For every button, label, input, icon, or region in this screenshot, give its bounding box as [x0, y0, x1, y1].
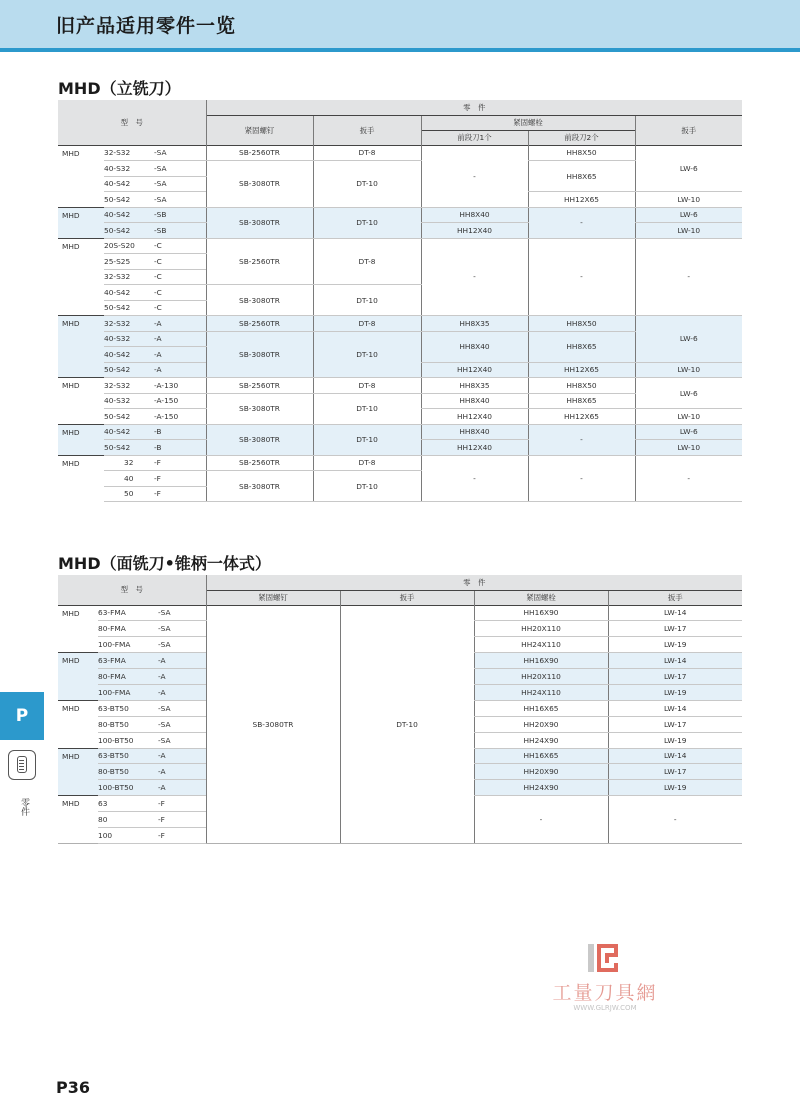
front2-cell: HH12X65 [528, 409, 635, 425]
suffix-cell: -C [154, 269, 206, 285]
screw-cell: SB-3080TR [206, 207, 313, 238]
bolt-icon [8, 750, 36, 780]
wrench2-cell: LW-14 [608, 653, 742, 669]
suffix-cell: -A [158, 684, 206, 700]
type-cell: MHD [58, 455, 104, 502]
model-cell: 40-S42 [104, 347, 154, 363]
front2-cell: HH8X50 [528, 316, 635, 332]
wrench-cell: DT-10 [313, 393, 421, 424]
suffix-cell: -F [158, 827, 206, 843]
wrench2-cell: LW-19 [608, 780, 742, 796]
model-cell: 32-S32 [104, 145, 154, 161]
model-cell: 100-BT50 [98, 780, 158, 796]
suffix-cell: -A [154, 347, 206, 363]
front2-cell: - [528, 207, 635, 238]
type-cell: MHD [58, 653, 98, 701]
screw-cell: SB-3080TR [206, 331, 313, 378]
screw-cell: SB-2560TR [206, 455, 313, 471]
suffix-cell: -SB [154, 223, 206, 239]
front1-cell: HH8X40 [421, 331, 528, 362]
model-cell: 80-BT50 [98, 716, 158, 732]
model-cell: 32 [104, 455, 154, 471]
model-cell: 100-FMA [98, 637, 158, 653]
suffix-cell: -F [158, 812, 206, 828]
screw-cell: SB-2560TR [206, 145, 313, 161]
model-cell: 63-BT50 [98, 748, 158, 764]
suffix-cell: -A [158, 780, 206, 796]
front1-cell: HH12X40 [421, 362, 528, 378]
wrench-cell: DT-8 [313, 145, 421, 161]
model-cell: 20S-S20 [104, 238, 154, 254]
bolt-cell: HH16X65 [474, 748, 608, 764]
wrench2-cell: LW-6 [635, 207, 742, 223]
wrench2-cell: LW-6 [635, 316, 742, 363]
section-title-end-mill: MHD（立铣刀） [58, 79, 181, 98]
model-cell: 80-FMA [98, 621, 158, 637]
model-cell: 40-S42 [104, 207, 154, 223]
header-underline [0, 48, 800, 52]
screw-cell: SB-3080TR [206, 161, 313, 208]
front1-cell: HH8X40 [421, 424, 528, 440]
suffix-cell: -SA [158, 700, 206, 716]
header-wrench: 扳手 [340, 590, 474, 605]
header-screw: 紧固螺钉 [206, 590, 340, 605]
model-cell: 40-S32 [104, 161, 154, 177]
header-wrench: 扳手 [313, 115, 421, 145]
suffix-cell: -SA [158, 637, 206, 653]
suffix-cell: -F [158, 796, 206, 812]
wrench2-cell: LW-19 [608, 684, 742, 700]
model-cell: 80 [98, 812, 158, 828]
front2-cell: - [528, 424, 635, 455]
header-model: 型 号 [58, 575, 206, 605]
model-cell: 40-S42 [104, 176, 154, 192]
model-cell: 50-S42 [104, 362, 154, 378]
front1-cell: HH12X40 [421, 223, 528, 239]
wrench2-cell: LW-10 [635, 362, 742, 378]
model-cell: 40-S32 [104, 393, 154, 409]
header-parts: 零 件 [206, 575, 742, 590]
section-tab-p[interactable]: P [0, 692, 44, 740]
screw-cell: SB-3080TR [206, 605, 340, 843]
type-cell: MHD [58, 605, 98, 653]
bolt-cell: HH24X90 [474, 732, 608, 748]
bolt-cell: HH24X110 [474, 684, 608, 700]
wrench-cell: DT-10 [313, 207, 421, 238]
section-title-face-mill: MHD（面铣刀•锥柄一体式） [58, 554, 271, 573]
type-cell: MHD [58, 796, 98, 844]
front2-cell: HH8X65 [528, 393, 635, 409]
wrench2-cell: LW-10 [635, 192, 742, 208]
model-cell: 50-S42 [104, 192, 154, 208]
wrench2-cell: LW-14 [608, 748, 742, 764]
model-cell: 50-S42 [104, 300, 154, 316]
suffix-cell: -SA [154, 161, 206, 177]
front1-cell: HH8X35 [421, 378, 528, 394]
wrench2-cell: LW-10 [635, 440, 742, 456]
wrench2-cell: LW-6 [635, 378, 742, 409]
wrench2-cell: LW-17 [608, 621, 742, 637]
model-cell: 40-S32 [104, 331, 154, 347]
wrench-cell: DT-8 [313, 316, 421, 332]
suffix-cell: -SA [158, 716, 206, 732]
header-model: 型 号 [58, 100, 206, 145]
front2-cell: HH8X65 [528, 331, 635, 362]
suffix-cell: -SA [154, 176, 206, 192]
front2-cell: HH12X65 [528, 192, 635, 208]
wrench2-cell: - [608, 796, 742, 844]
bolt-cell: - [474, 796, 608, 844]
model-cell: 25-S25 [104, 254, 154, 270]
bolt-cell: HH20X90 [474, 764, 608, 780]
model-cell: 50-S42 [104, 409, 154, 425]
suffix-cell: -SB [154, 207, 206, 223]
model-cell: 100-BT50 [98, 732, 158, 748]
wrench2-cell: LW-17 [608, 716, 742, 732]
wrench-cell: DT-10 [313, 424, 421, 455]
suffix-cell: -SA [158, 605, 206, 621]
bolt-cell: HH16X90 [474, 653, 608, 669]
screw-cell: SB-3080TR [206, 393, 313, 424]
model-cell: 40-S42 [104, 424, 154, 440]
bolt-cell: HH20X110 [474, 669, 608, 685]
screw-cell: SB-3080TR [206, 471, 313, 502]
wrench-cell: DT-8 [313, 455, 421, 471]
suffix-cell: -B [154, 440, 206, 456]
header-screw: 紧固螺钉 [206, 115, 313, 145]
model-cell: 50 [104, 486, 154, 502]
front2-cell: HH8X50 [528, 145, 635, 161]
front1-cell: - [421, 145, 528, 207]
type-cell: MHD [58, 748, 98, 796]
suffix-cell: -C [154, 254, 206, 270]
bolt-cell: HH24X110 [474, 637, 608, 653]
watermark-text: 工量刀具網 [552, 982, 658, 1004]
suffix-cell: -SA [154, 145, 206, 161]
model-cell: 40 [104, 471, 154, 487]
header-front-1: 前段刀1个 [421, 130, 528, 145]
suffix-cell: -A-150 [154, 393, 206, 409]
wrench2-cell: LW-19 [608, 732, 742, 748]
wrench2-cell: LW-10 [635, 223, 742, 239]
header-bolt: 紧固螺栓 [474, 590, 608, 605]
wrench-cell: DT-10 [340, 605, 474, 843]
wrench-cell: DT-8 [313, 238, 421, 285]
face-mill-parts-table [58, 575, 742, 844]
wrench-cell: DT-10 [313, 471, 421, 502]
wrench2-cell: LW-14 [608, 700, 742, 716]
watermark-url: WWW.GLRJW.COM [573, 1004, 637, 1012]
front1-cell: HH12X40 [421, 440, 528, 456]
header-wrench-2: 扳手 [635, 115, 742, 145]
type-cell: MHD [58, 378, 104, 425]
suffix-cell: -A [158, 669, 206, 685]
suffix-cell: -A [154, 316, 206, 332]
wrench2-cell: LW-10 [635, 409, 742, 425]
screw-cell: SB-2560TR [206, 238, 313, 285]
suffix-cell: -A-130 [154, 378, 206, 394]
bolt-cell: HH16X65 [474, 700, 608, 716]
model-cell: 100-FMA [98, 684, 158, 700]
end-mill-parts-table [58, 100, 742, 502]
watermark-logo-icon [588, 944, 618, 972]
type-cell: MHD [58, 207, 104, 238]
front2-cell: HH12X65 [528, 362, 635, 378]
header-bar [0, 0, 800, 48]
watermark [540, 944, 670, 1024]
type-cell: MHD [58, 424, 104, 455]
wrench2-cell: - [635, 455, 742, 502]
header-front-2: 前段刀2个 [528, 130, 635, 145]
wrench2-cell: LW-6 [635, 424, 742, 440]
model-cell: 63-FMA [98, 653, 158, 669]
model-cell: 50-S42 [104, 440, 154, 456]
model-cell: 100 [98, 827, 158, 843]
wrench-cell: DT-10 [313, 331, 421, 378]
side-label-parts: 零件 [19, 798, 29, 816]
suffix-cell: -B [154, 424, 206, 440]
suffix-cell: -SA [154, 192, 206, 208]
suffix-cell: -A [158, 653, 206, 669]
bolt-cell: HH24X90 [474, 780, 608, 796]
page-number: P36 [56, 1078, 90, 1097]
model-cell: 32-S32 [104, 269, 154, 285]
wrench2-cell: - [635, 238, 742, 316]
model-cell: 32-S32 [104, 378, 154, 394]
front2-cell: - [528, 455, 635, 502]
type-cell: MHD [58, 238, 104, 316]
type-cell: MHD [58, 145, 104, 207]
wrench-cell: DT-10 [313, 161, 421, 208]
suffix-cell: -SA [158, 732, 206, 748]
wrench2-cell: LW-19 [608, 637, 742, 653]
front1-cell: HH12X40 [421, 409, 528, 425]
front1-cell: HH8X40 [421, 393, 528, 409]
model-cell: 63-BT50 [98, 700, 158, 716]
screw-cell: SB-3080TR [206, 424, 313, 455]
suffix-cell: -C [154, 300, 206, 316]
model-cell: 80-FMA [98, 669, 158, 685]
type-cell: MHD [58, 700, 98, 748]
type-cell: MHD [58, 316, 104, 378]
screw-cell: SB-2560TR [206, 378, 313, 394]
bolt-cell: HH20X110 [474, 621, 608, 637]
model-cell: 32-S32 [104, 316, 154, 332]
suffix-cell: -A [158, 764, 206, 780]
front1-cell: HH8X35 [421, 316, 528, 332]
suffix-cell: -A [154, 331, 206, 347]
header-bolt: 紧固螺栓 [421, 115, 635, 130]
header-wrench-2: 扳手 [608, 590, 742, 605]
model-cell: 63 [98, 796, 158, 812]
wrench2-cell: LW-17 [608, 669, 742, 685]
wrench-cell: DT-8 [313, 378, 421, 394]
front1-cell: - [421, 455, 528, 502]
suffix-cell: -SA [158, 621, 206, 637]
suffix-cell: -A [154, 362, 206, 378]
front2-cell: - [528, 238, 635, 316]
suffix-cell: -F [154, 471, 206, 487]
bolt-cell: HH20X90 [474, 716, 608, 732]
screw-cell: SB-2560TR [206, 316, 313, 332]
model-cell: 40-S42 [104, 285, 154, 301]
suffix-cell: -A-150 [154, 409, 206, 425]
wrench2-cell: LW-17 [608, 764, 742, 780]
suffix-cell: -F [154, 455, 206, 471]
bolt-cell: HH16X90 [474, 605, 608, 621]
suffix-cell: -C [154, 238, 206, 254]
suffix-cell: -C [154, 285, 206, 301]
front2-cell: HH8X65 [528, 161, 635, 192]
suffix-cell: -A [158, 748, 206, 764]
front1-cell: - [421, 238, 528, 316]
front2-cell: HH8X50 [528, 378, 635, 394]
front1-cell: HH8X40 [421, 207, 528, 223]
screw-cell: SB-3080TR [206, 285, 313, 316]
model-cell: 80-BT50 [98, 764, 158, 780]
page-title: 旧产品适用零件一览 [56, 15, 237, 37]
header-parts: 零 件 [206, 100, 742, 115]
model-cell: 50-S42 [104, 223, 154, 239]
model-cell: 63-FMA [98, 605, 158, 621]
suffix-cell: -F [154, 486, 206, 502]
wrench2-cell: LW-14 [608, 605, 742, 621]
wrench-cell: DT-10 [313, 285, 421, 316]
wrench2-cell: LW-6 [635, 145, 742, 192]
